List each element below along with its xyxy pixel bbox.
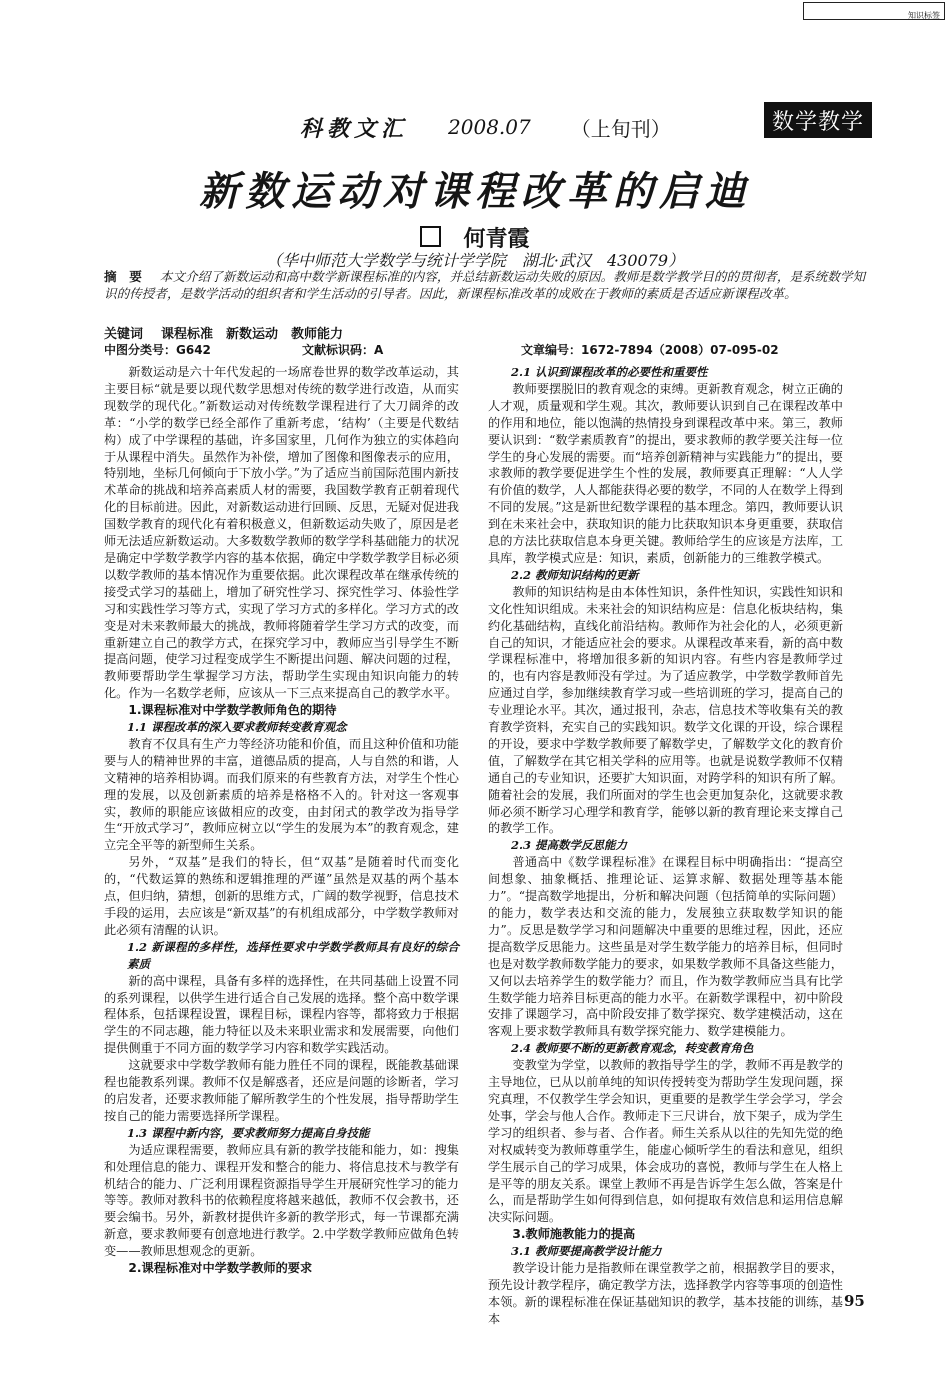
body-paragraph: 新的高中课程，具备有多样的选择性，在共同基础上设置不同的系列课程，以供学生进行适合自己发展的选择。整个高中数学课程体系，包括课程设置，课程目标，课程内容等，都将致力于根据学生的不同志趣，能力特征以及未来职业需求和发展需要，向他们提供侧重于不同方面的数学学习内容和数学实践活动。	[104, 973, 459, 1056]
body-paragraph: 这就要求中学数学教师有能力胜任不同的课程，既能教基础课程也能教系列课。教师不仅是解惑者，还应是问题的诊断者，学习的启发者，还要求教师能了解所教学生的个性发展，指导帮助学生按自己的能力需要选择所学课程。	[104, 1058, 459, 1123]
section-heading: 1.3 课程中新内容，要求教师努力提高自身技能	[127, 1125, 370, 1140]
abstract-label: 摘 要	[104, 269, 142, 284]
section-heading: 1.2 新课程的多样性，选择性要求中学数学教师具有良好的综合素质	[127, 939, 459, 971]
page-number: 95	[844, 1292, 865, 1310]
clc-number: 中图分类号：G642	[104, 343, 211, 357]
body-paragraph: 为适应课程需要，教师应具有新的教学技能和能力，如：搜集和处理信息的能力、课程开发和整合的能力、将信息技术与教学有机结合的能力、广泛利用课程资源指导学生开展研究性学习的能力等等。教师对教科书的依赖程度将越来越低，教师不仅会教书，还要会编书。另外，新教材提供许多新的教学形式，每一节课都充满新意，要求教师要有创意地进行教学。2.中学数学教师应做角色转变——教师思想观念的更新。	[104, 1142, 459, 1259]
abstract	[104, 268, 874, 302]
body-paragraph: 教育不仅具有生产力等经济功能和价值，而且这种价值和功能要与人的精神世界的丰富，道德品质的提高，人与自然的和谐，人文精神的培养相协调。而我们原来的有些教育方法，对学生个性心理的发展，以及创新素质的培养是格格不入的。针对这一客观事实，教师的职能应该做相应的改变，由封闭式的教学改为指导学生“开放式学习”，教师应树立以“学生的发展为本”的教育观念，建立完全平等的新型师生关系。	[104, 736, 459, 853]
running-header	[300, 112, 671, 142]
body-paragraph: 教师要摆脱旧的教育观念的束缚。更新教育观念，树立正确的人才观，质量观和学生观。其次，教师要认识到自己在课程改革中的作用和地位，能以饱满的热情投身到课程改革中来。第三，教师要认识到：“数学素质教育”的提出，要求教师的教学要关注每一位学生的身心发展的需要。而“培养创新精神与实践能力”的提出，要求教师的教学要促进学生个性的发展，教师要真正理解：“人人学有价值的数学，人人都能获得必要的数学，不同的人在数学上得到不同的发展。”这是新世纪数学课程的基本理念。第四，教师要认识到在未来社会中，获取知识的能力比获取知识本身更重要，获取信息的方法比获取信息本身更关键。教师给学生的应该是方法库，工具库，教学模式应是：知识，素质，创新能力的三维教学模式。	[488, 381, 843, 565]
section-heading: 2.4 教师要不断的更新教育观念，转变教育角色	[511, 1041, 754, 1056]
keywords	[104, 323, 343, 342]
section-heading: 3.教师施教能力的提高	[512, 1227, 636, 1242]
keywords-label: 关键词	[104, 327, 144, 342]
issue-date: 2008.07	[448, 115, 531, 139]
section-heading: 1.1 课程改革的深入要求教师转变教育观念	[127, 720, 347, 735]
document-code: 文献标识码：A	[302, 343, 384, 357]
author-box-icon	[420, 226, 441, 247]
section-heading: 3.1 教师要提高教学设计能力	[511, 1244, 662, 1259]
section-heading: 2.2 教师知识结构的更新	[511, 567, 639, 582]
abstract-text: 本文介绍了新数运动和高中数学新课程标准的内容，并总结新数运动失败的原因。教师是数学教学目的的贯彻者，是系统数学知识的传授者，是数学活动的组织者和学生活动的引导者。因此，新课程标准改革的成败在于教师的素质是否适应新课程改革。	[104, 269, 866, 301]
affiliation: （华中师范大学数学与统计学学院 湖北·武汉 430079）	[265, 251, 685, 270]
body-paragraph: 变教堂为学堂，以教师的教指导学生的学，教师不再是教学的主导地位，已从以前单纯的知识传授转变为帮助学生发现问题，探究真理，不仅教学生学会知识，更重要的是教学生学会学习，学会处事，学会与他人合作。教师走下三尺讲台，放下架子，成为学生学习的组织者、参与者、合作者。师生关系从以往的先知先觉的绝对权威转变为教师尊重学生，能虚心倾听学生的看法和意见，组织学生展示自己的学习成果，体会成功的喜悦，教师与学生在人格上是平等的朋友关系。课堂上教师不再是告诉学生怎么做，答案是什么，而是帮助学生如何得到信息，如何提取有效信息和运用信息解决实际问题。	[488, 1058, 843, 1225]
section-heading: 2.1 认识到课程改革的必要性和重要性	[511, 365, 708, 379]
section-heading: 2.3 提高数学反思能力	[511, 838, 628, 853]
article-title: 新数运动对课程改革的启迪	[199, 169, 751, 215]
author-name: 何青霞	[463, 227, 530, 252]
corner-tag-label: 知识标签	[908, 11, 940, 20]
right-column	[488, 364, 843, 1328]
section-heading: 1.课程标准对中学数学教师角色的期待	[128, 703, 337, 718]
body-paragraph: 教师的知识结构是由本体性知识，条件性知识，实践性知识和文化性知识组成。未来社会的知识结构应是：信息化板块结构，集约化基础结构，直线化前沿结构。教师作为社会化的人，必须更新自己的知识，才能适应社会的要求。从课程改革来看，新的高中数学课程标准中，将增加很多新的知识内容。有些内容是教师学过的，也有内容是教师没有学过。为了适应教学，中学数学教师首先应通过自学，参加继续教育学习或一些培训班的学习，提高自己的专业理论水平。其次，通过报刊，杂志，信息技术等收集有关的教育教学资料，充实自己的实践知识。数学文化课的开设，综合课程的开设，要求中学数学教师要了解数学史，了解数学文化的教育价值，了解数学在其它相关学科的应用等。也就是说数学教师不仅精通自己的专业知识，还要扩大知识面，对跨学科的知识有所了解。随着社会的发展，我们所面对的学生也会更加复杂化，这就要求教师必须不断学习心理学和教育学，能够以新的教育理论来支撑自己的教学工作。	[488, 584, 843, 836]
body-paragraph: 新数运动是六十年代发起的一场席卷世界的数学改革运动，其主要目标“就是要以现代数学思想对传统的数学进行改造，从而实现数学的现代化。”新数运动对传统数学课程进行了大刀阔斧的改革：“小学的数学已经全部作了重新考虑，‘结构’（主要是代数结构）成了中学课程的基础，许多国家里，几何作为独立的实体趋向于从课程中消失。虽然作为补偿，增加了图像和图像表示的应用，特别地，坐标几何倾向于下放小学。”为了适应当前国际范围内新技术革命的挑战和培养高素质人材的需要，我国数学教育正朝着现代化的目标前进。因此，对新数运动进行回顾、反思，无疑对促进我国数学教育的现代化有着积极意义，但新数运动失败了，原因是老师无法适应新数运动。大多数数学教师的数学学科基础能力的状况是确定中学数学教学内容的基本依据，确定中学数学教学目标必须以数学教师的基本情况作为重要依据。此次课程改革在继承传统的接受式学习的基础上，增加了研究性学习、探究性学习、体验性学习和实践性学习等方式，实现了学习方式的多样化。学习方式的改变是对未来教师最大的挑战，教师将随着学生学习方式的改变，而重新建立自己的教学方式，在探究学习中，教师应当引导学生不断提高问题，使学习过程变成学生不断提出问题、解决问题的过程，教师要帮助学生掌握学习方法，帮助学生实现由知识向能力的转化。作为一名数学老师，应该从一下三点来提高自己的教学水平。	[104, 365, 459, 701]
body-paragraph: 普通高中《数学课程标准》在课程目标中明确指出：“提高空间想象、抽象概括、推理论证、运算求解、数据处理等基本能力”。“提高数学地提出，分析和解决问题（包括简单的实际问题）的能力，数学表达和交流的能力，发展独立获取数学知识的能力”。反思是数学学习和问题解决中重要的思维过程，因此，还应提高数学反思能力。这些虽是对学生数学能力的培养目标，但同时也是对数学教师数学能力的要求，如果数学教师不具备这些能力，又何以去培养学生的数学能力？而且，作为数学教师应当具有比学生数学能力培养目标更高的能力水平。在新数学课程中，初中阶段安排了课题学习，高中阶段安排了数学探究、数学建模活动，这在客观上要求数学教师具有数学探究能力、数学建模能力。	[488, 855, 843, 1039]
keywords-text: 课程标准 新数运动 教师能力	[161, 327, 344, 342]
body-paragraph: 教学设计能力是指教师在课堂教学之前，根据教学目的要求，预先设计教学程序，确定教学方法，选择教学内容等事项的创造性本领。新的课程标准在保证基础知识的教学，基本技能的训练，基本	[488, 1261, 843, 1326]
left-column	[104, 364, 459, 1277]
issue-label: （上旬刊）	[570, 116, 671, 141]
section-heading: 2.课程标准对中学数学教师的要求	[128, 1261, 313, 1276]
corner-tag-box	[803, 2, 945, 20]
journal-name: 科教文汇	[300, 116, 409, 142]
article-number: 文章编号：1672-7894（2008）07-095-02	[521, 343, 779, 357]
section-badge: 数学教学	[764, 102, 872, 138]
body-paragraph: 另外，“双基”是我们的特长，但“双基”是随着时代而变化的，“代数运算的熟练和逻辑推理的严谨”虽然是双基的两个基本点，但归纳，猜想，创新的思维方式，广阔的数学视野，信息技术手段的运用，去应该是“新双基”的有机组成部分，中学数学教师对此必须有清醒的认识。	[104, 855, 459, 937]
